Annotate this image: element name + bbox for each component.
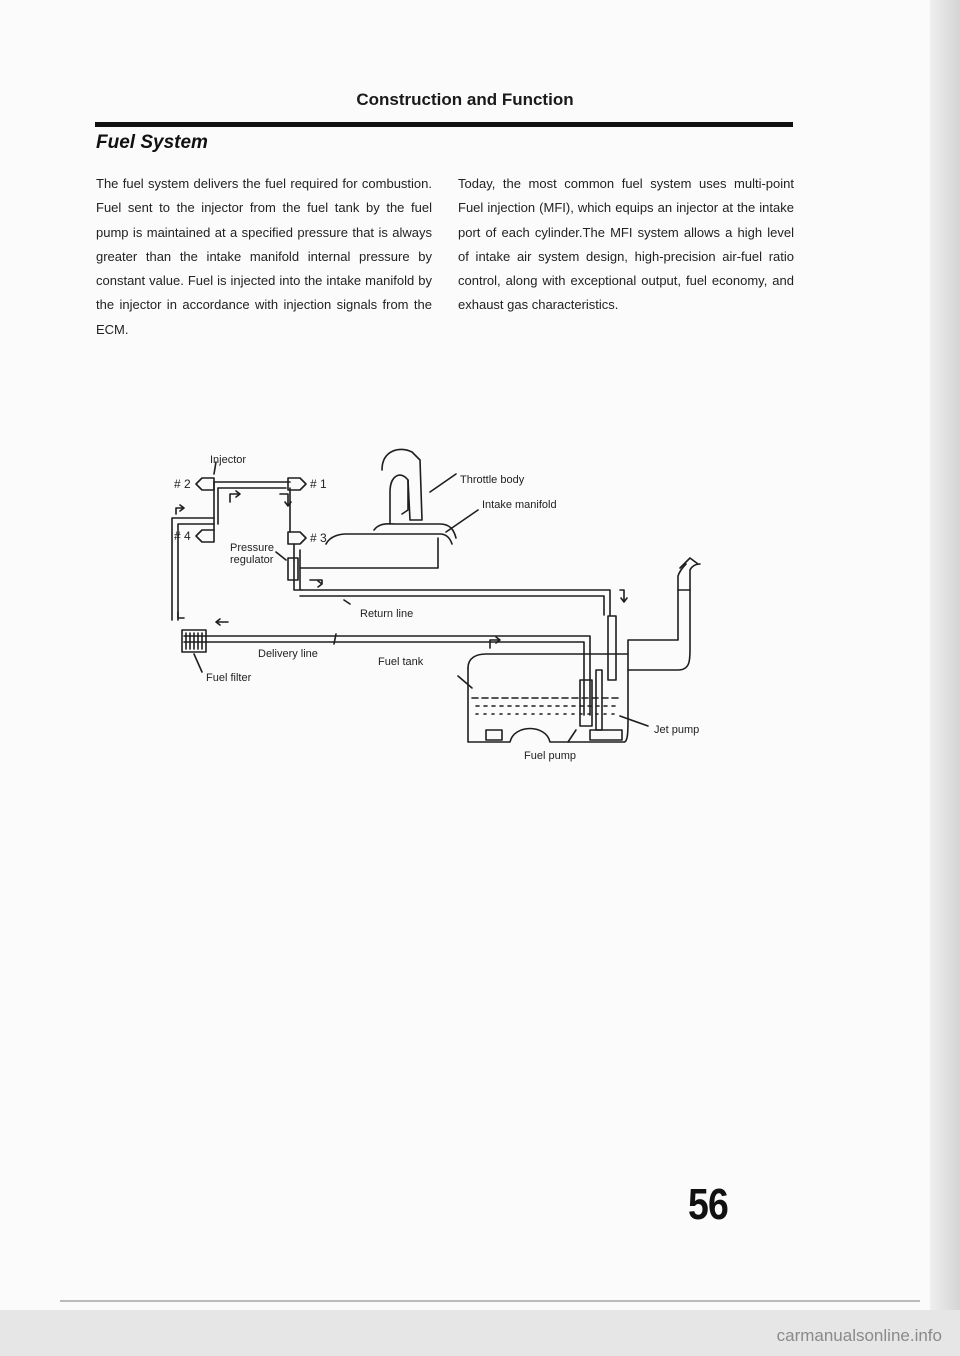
page-number: 56 — [688, 1180, 728, 1229]
label-injector: Injector — [210, 454, 247, 466]
footer-rule — [60, 1300, 920, 1302]
label-intake-manifold: Intake manifold — [482, 499, 557, 511]
label-fuel-pump: Fuel pump — [524, 750, 576, 762]
label-jet-pump: Jet pump — [654, 724, 700, 736]
label-cylinder-3: # 3 — [310, 531, 327, 545]
label-cylinder-1: # 1 — [310, 477, 327, 491]
label-pressure-regulator: Pressure regulator — [230, 542, 275, 566]
section-title: Fuel System — [96, 132, 208, 153]
fuel-system-diagram — [150, 440, 740, 780]
header-rule — [95, 122, 793, 127]
label-throttle-body: Throttle body — [460, 474, 525, 486]
label-cylinder-4: # 4 — [174, 529, 191, 543]
label-delivery-line: Delivery line — [258, 648, 318, 660]
body-text-right: Today, the most common fuel system uses multi-point Fuel injection (MFI), which equips an injector at the intake port of each cylinder.The MFI system allows a high level of intake air system design, high-precision air-fuel ratio control, along with exceptional output, fuel economy, and exhaust gas characteristics. — [458, 176, 794, 313]
watermark: carmanualsonline.info — [776, 1326, 942, 1345]
body-text-left: The fuel system delivers the fuel required for combustion. Fuel sent to the injector from the fuel tank by the fuel pump is maintained at a specified pressure that is always greater than the intake manifold internal pressure by constant value. Fuel is injected into the intake manifold by the injector in accordance with injection signals from the ECM. — [96, 176, 432, 337]
label-fuel-filter: Fuel filter — [206, 672, 252, 684]
label-cylinder-2: # 2 — [174, 477, 191, 491]
label-return-line: Return line — [360, 608, 414, 620]
label-fuel-tank: Fuel tank — [378, 656, 424, 668]
scan-edge-right — [930, 0, 960, 1356]
running-head: Construction and Function — [356, 90, 574, 109]
fuel-system-drawing — [150, 440, 740, 780]
